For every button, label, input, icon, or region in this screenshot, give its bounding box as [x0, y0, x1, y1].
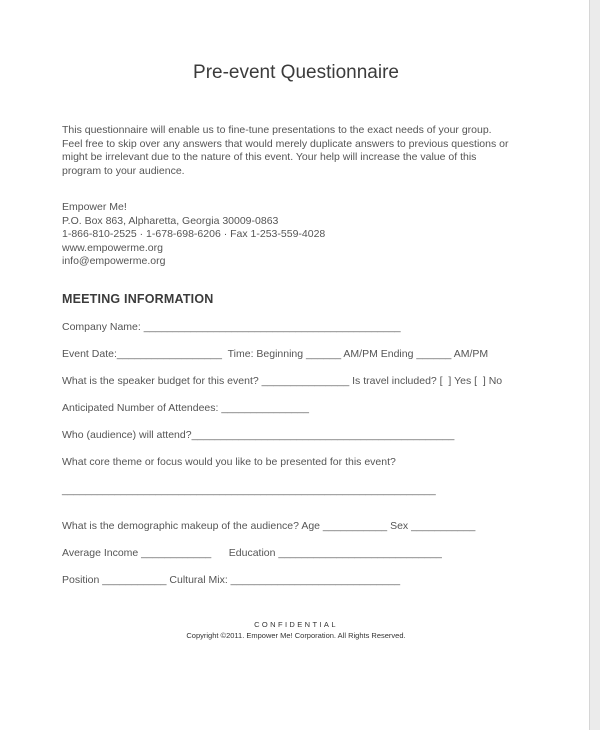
email: info@empowerme.org — [62, 255, 166, 267]
phone-numbers: 1-866-810-2525 · 1-678-698-6206 · Fax 1-253-559-4028 — [62, 228, 326, 240]
contact-block — [62, 201, 325, 269]
website: www.empowerme.org — [62, 241, 163, 254]
mailing-address: P.O. Box 863, Alpharetta, Georgia 30009-0863 — [62, 214, 279, 227]
event-date-time-field: Event Date:__________________ Time: Beginning ______ AM/PM Ending ______ AM/PM — [62, 348, 489, 360]
intro-line: program to your audience. — [62, 164, 185, 177]
core-theme-question: What core theme or focus would you like to be presented for this event? — [62, 456, 396, 468]
company-name: Empower Me! — [62, 201, 127, 213]
income-education-field: Average Income ____________ Education ____________________________ — [62, 547, 442, 559]
intro-line: This questionnaire will enable us to fine-tune presentations to the exact needs of your group. — [62, 124, 492, 136]
company-name-field: Company Name: ____________________________________________ — [62, 321, 401, 333]
intro-paragraph — [62, 124, 552, 178]
speaker-budget-field: What is the speaker budget for this event? _______________ Is travel included? [ ] Yes [ ] No — [62, 375, 503, 387]
intro-line: Feel free to skip over any answers that would merely duplicate answers to previous questions or — [62, 137, 509, 150]
page-title: Pre-event Questionnaire — [193, 62, 399, 83]
copyright-notice: Copyright ©2011. Empower Me! Corporation. All Rights Reserved. — [186, 631, 406, 640]
section-heading: MEETING INFORMATION — [62, 292, 214, 306]
attendees-field: Anticipated Number of Attendees: _______________ — [62, 402, 309, 414]
core-theme-answer-line: ________________________________________________________________ — [62, 484, 436, 496]
confidential-label: CONFIDENTIAL — [254, 620, 338, 629]
position-cultural-mix-field: Position ___________ Cultural Mix: _____________________________ — [62, 574, 401, 586]
intro-line: might be irrelevant due to the nature of this event. Your help will increase the value of this — [62, 151, 477, 163]
demographic-field: What is the demographic makeup of the audience? Age ___________ Sex ___________ — [62, 520, 476, 532]
audience-field: Who (audience) will attend?_____________________________________________ — [62, 429, 455, 441]
